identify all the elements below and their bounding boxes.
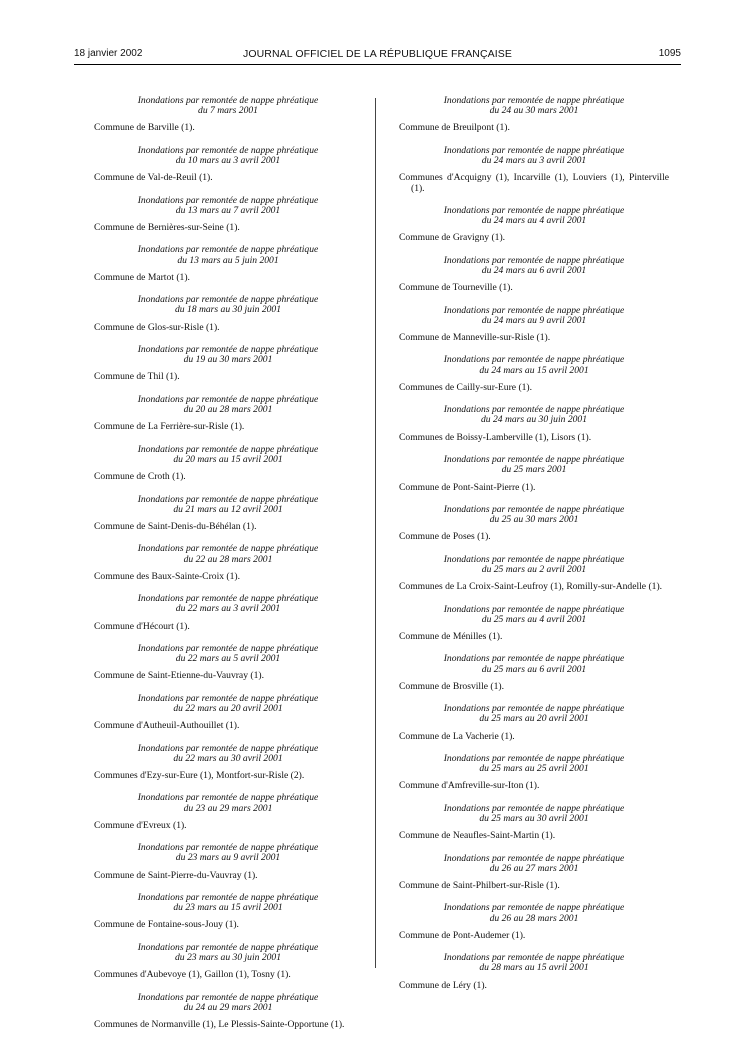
condition-text [399, 903, 669, 923]
condition-line-2: du 7 mars 2001 [198, 105, 258, 117]
decree-entry [399, 654, 669, 692]
condition-line-1: Inondations par remontée de nappe phréatique [137, 393, 319, 405]
condition-text [94, 295, 362, 315]
decree-entry [94, 196, 362, 234]
condition-text [94, 893, 362, 913]
commune-list: Commune de Brosville (1). [399, 680, 504, 692]
condition-text [94, 843, 362, 863]
condition-text [94, 395, 362, 415]
condition-text [399, 953, 669, 973]
condition-line-1: Inondations par remontée de nappe phréatique [137, 144, 319, 156]
commune-list: Communes d'Acquigny (1), Incarville (1), Louviers (1), Pinterville (1). [399, 172, 669, 194]
condition-text [94, 594, 362, 614]
commune-list: Commune de Léry (1). [399, 979, 487, 991]
condition-text [399, 654, 669, 674]
condition-line-1: Inondations par remontée de nappe phréatique [137, 742, 319, 754]
condition-text [399, 555, 669, 575]
decree-entry [399, 206, 669, 244]
condition-line-1: Inondations par remontée de nappe phréatique [137, 892, 319, 903]
commune-list: Commune de Neaufles-Saint-Martin (1). [399, 830, 556, 842]
condition-line-1: Inondations par remontée de nappe phréatique [137, 692, 319, 704]
condition-line-1: Inondations par remontée de nappe phréatique [137, 294, 319, 306]
condition-line-1: Inondations par remontée de nappe phréatique [137, 792, 319, 804]
condition-text [94, 345, 362, 365]
decree-entry [94, 295, 362, 333]
condition-line-1: Inondations par remontée de nappe phréatique [443, 205, 625, 217]
decree-entry [94, 793, 362, 831]
condition-line-1: Inondations par remontée de nappe phréatique [137, 244, 319, 256]
condition-text [94, 793, 362, 813]
condition-line-2: du 24 au 29 mars 2001 [183, 1001, 273, 1013]
left-column [94, 96, 362, 1042]
condition-text [399, 854, 669, 874]
decree-entry [94, 694, 362, 732]
condition-text [399, 206, 669, 226]
condition-line-2: du 24 au 30 mars 2001 [489, 105, 579, 117]
commune-list: Commune de Ménilles (1). [399, 630, 503, 642]
commune-list: Commune d'Hécourt (1). [94, 620, 190, 632]
condition-text [94, 245, 362, 265]
condition-text [399, 754, 669, 774]
condition-line-1: Inondations par remontée de nappe phréatique [443, 354, 625, 366]
condition-line-1: Inondations par remontée de nappe phréatique [443, 503, 625, 515]
condition-line-1: Inondations par remontée de nappe phréatique [137, 443, 319, 455]
decree-entry [399, 804, 669, 842]
commune-list: Commune de Gravigny (1). [399, 232, 506, 244]
commune-list: Commune de Saint-Philbert-sur-Risle (1). [399, 880, 560, 891]
condition-line-1: Inondations par remontée de nappe phréatique [443, 404, 625, 416]
decree-entry [399, 953, 669, 991]
condition-line-2: du 25 mars au 30 avril 2001 [479, 812, 589, 824]
decree-entry [94, 495, 362, 533]
decree-entry [399, 505, 669, 543]
commune-list: Communes de Cailly-sur-Eure (1). [399, 381, 533, 393]
condition-line-1: Inondations par remontée de nappe phréatique [443, 254, 625, 266]
condition-line-2: du 22 mars au 20 avril 2001 [173, 702, 283, 714]
commune-list: Commune des Baux-Sainte-Croix (1). [94, 570, 241, 582]
condition-text [399, 804, 669, 824]
commune-list: Commune de Glos-sur-Risle (1). [94, 321, 220, 333]
condition-line-1: Inondations par remontée de nappe phréatique [137, 593, 319, 605]
commune-list: Commune de Val-de-Reuil (1). [94, 172, 213, 184]
commune-list: Commune de Croth (1). [94, 471, 186, 483]
commune-list: Commune de Tourneville (1). [399, 282, 513, 294]
condition-text [399, 704, 669, 724]
condition-line-2: du 24 mars au 4 avril 2001 [481, 215, 587, 227]
commune-list: Commune de Fontaine-sous-Jouy (1). [94, 919, 239, 931]
commune-list: Commune de Poses (1). [399, 531, 491, 543]
condition-line-1: Inondations par remontée de nappe phréatique [137, 344, 319, 356]
condition-text [94, 644, 362, 664]
decree-entry [94, 843, 362, 881]
condition-line-1: Inondations par remontée de nappe phréatique [137, 95, 319, 106]
commune-list: Commune de La Vacherie (1). [399, 730, 515, 742]
condition-text [399, 455, 669, 475]
decree-entry [94, 943, 362, 981]
condition-line-2: du 24 mars au 3 avril 2001 [481, 155, 587, 167]
decree-entry [399, 854, 669, 892]
condition-text [94, 445, 362, 465]
commune-list: Communes de Normanville (1), Le Plessis-Sainte-Opportune (1). [94, 1019, 345, 1031]
commune-list: Commune de Barville (1). [94, 122, 195, 134]
commune-list: Commune de La Ferrière-sur-Risle (1). [94, 421, 245, 433]
condition-line-2: du 24 mars au 9 avril 2001 [481, 314, 587, 326]
condition-line-2: du 24 mars au 30 juin 2001 [480, 414, 588, 426]
condition-line-2: du 13 mars au 5 juin 2001 [177, 254, 279, 266]
condition-line-2: du 23 au 29 mars 2001 [183, 802, 273, 814]
condition-text [94, 196, 362, 216]
decree-entry [94, 245, 362, 283]
commune-list: Commune de Saint-Etienne-du-Vauvray (1). [94, 670, 264, 682]
condition-line-2: du 22 mars au 30 avril 2001 [173, 752, 283, 764]
commune-list: Commune de Bernières-sur-Seine (1). [94, 222, 240, 234]
condition-text [399, 96, 669, 116]
decree-entry [399, 96, 669, 134]
commune-list: Commune de Saint-Pierre-du-Vauvray (1). [94, 869, 258, 881]
decree-entry [94, 993, 362, 1031]
condition-line-1: Inondations par remontée de nappe phréatique [137, 941, 319, 953]
condition-line-1: Inondations par remontée de nappe phréatique [443, 902, 625, 914]
condition-text [399, 355, 669, 375]
commune-list: Commune de Manneville-sur-Risle (1). [399, 332, 551, 344]
condition-line-2: du 22 mars au 3 avril 2001 [175, 603, 281, 615]
condition-text [94, 495, 362, 515]
header-date: 18 janvier 2002 [74, 48, 143, 59]
condition-text [94, 96, 362, 116]
condition-text [399, 505, 669, 525]
column-divider [375, 98, 376, 968]
condition-line-2: du 25 mars au 25 avril 2001 [479, 763, 589, 775]
condition-text [94, 694, 362, 714]
condition-text [399, 256, 669, 276]
decree-entry [94, 345, 362, 383]
condition-line-1: Inondations par remontée de nappe phréatique [137, 194, 319, 206]
decree-entry [399, 704, 669, 742]
commune-list: Commune de Thil (1). [94, 371, 180, 383]
condition-line-1: Inondations par remontée de nappe phréatique [443, 553, 625, 565]
commune-list: Commune de Pont-Audemer (1). [399, 929, 526, 941]
condition-text [94, 744, 362, 764]
condition-line-1: Inondations par remontée de nappe phréatique [443, 852, 625, 864]
condition-line-2: du 24 mars au 15 avril 2001 [479, 364, 589, 376]
commune-list: Commune de Saint-Denis-du-Béhélan (1). [94, 520, 257, 532]
condition-text [399, 146, 669, 166]
condition-line-1: Inondations par remontée de nappe phréatique [443, 144, 625, 156]
condition-line-2: du 22 mars au 5 avril 2001 [175, 653, 281, 665]
commune-list: Commune d'Evreux (1). [94, 819, 187, 831]
condition-line-2: du 25 mars au 2 avril 2001 [481, 563, 587, 575]
condition-line-1: Inondations par remontée de nappe phréatique [443, 703, 625, 715]
condition-line-1: Inondations par remontée de nappe phréatique [137, 991, 319, 1003]
decree-entry [399, 146, 669, 194]
commune-list: Commune de Pont-Saint-Pierre (1). [399, 481, 536, 493]
condition-line-2: du 20 mars au 15 avril 2001 [173, 453, 283, 465]
condition-line-1: Inondations par remontée de nappe phréatique [443, 304, 625, 316]
decree-entry [399, 256, 669, 294]
header-page-number: 1095 [658, 48, 681, 59]
condition-line-1: Inondations par remontée de nappe phréatique [443, 454, 625, 466]
decree-entry [94, 445, 362, 483]
commune-list: Communes d'Ezy-sur-Eure (1), Montfort-sur-Risle (2). [94, 769, 305, 781]
commune-list: Commune de Breuilpont (1). [399, 122, 510, 134]
decree-entry [94, 893, 362, 931]
condition-line-2: du 26 au 27 mars 2001 [489, 862, 579, 874]
condition-line-2: du 24 mars au 6 avril 2001 [481, 265, 587, 277]
condition-text [399, 605, 669, 625]
condition-line-2: du 20 au 28 mars 2001 [183, 404, 273, 416]
condition-line-2: du 22 au 28 mars 2001 [183, 553, 273, 565]
condition-text [94, 943, 362, 963]
commune-list: Communes d'Aubevoye (1), Gaillon (1), Tosny (1). [94, 969, 291, 981]
decree-entry [94, 96, 362, 134]
decree-entry [94, 594, 362, 632]
condition-line-2: du 26 au 28 mars 2001 [489, 912, 579, 924]
condition-text [399, 306, 669, 326]
condition-line-2: du 13 mars au 7 avril 2001 [175, 204, 281, 216]
decree-entry [94, 146, 362, 184]
condition-line-1: Inondations par remontée de nappe phréatique [137, 642, 319, 654]
decree-entry [399, 306, 669, 344]
condition-line-1: Inondations par remontée de nappe phréatique [443, 95, 625, 106]
header-title: JOURNAL OFFICIEL DE LA RÉPUBLIQUE FRANÇAISE [243, 48, 512, 60]
right-column [399, 96, 669, 1003]
condition-line-1: Inondations par remontée de nappe phréatique [137, 842, 319, 854]
decree-entry [399, 903, 669, 941]
condition-line-2: du 25 mars au 6 avril 2001 [481, 663, 587, 675]
commune-list: Commune d'Amfreville-sur-Iton (1). [399, 780, 540, 792]
decree-entry [399, 405, 669, 443]
condition-line-2: du 25 au 30 mars 2001 [489, 514, 579, 526]
commune-list: Communes de Boissy-Lamberville (1), Lisors (1). [399, 431, 592, 443]
commune-list: Commune de Martot (1). [94, 271, 190, 283]
condition-line-2: du 10 mars au 3 avril 2001 [175, 155, 281, 167]
header-rule [74, 64, 681, 65]
decree-entry [399, 555, 669, 593]
decree-entry [94, 544, 362, 582]
condition-line-1: Inondations par remontée de nappe phréatique [443, 802, 625, 814]
decree-entry [399, 605, 669, 643]
commune-list: Commune d'Autheuil-Authouillet (1). [94, 720, 240, 732]
condition-text [399, 405, 669, 425]
condition-text [94, 544, 362, 564]
condition-text [94, 993, 362, 1013]
condition-line-1: Inondations par remontée de nappe phréatique [443, 752, 625, 764]
condition-line-2: du 23 mars au 30 juin 2001 [174, 952, 282, 964]
condition-line-2: du 18 mars au 30 juin 2001 [174, 304, 282, 316]
decree-entry [399, 455, 669, 493]
condition-line-2: du 28 mars au 15 avril 2001 [479, 962, 589, 974]
condition-line-2: du 21 mars au 12 avril 2001 [173, 503, 283, 515]
condition-line-2: du 25 mars au 4 avril 2001 [481, 613, 587, 625]
condition-line-1: Inondations par remontée de nappe phréatique [443, 952, 625, 964]
decree-entry [399, 754, 669, 792]
decree-entry [399, 355, 669, 393]
decree-entry [94, 744, 362, 782]
condition-line-1: Inondations par remontée de nappe phréatique [443, 653, 625, 665]
commune-list: Communes de La Croix-Saint-Leufroy (1), Romilly-sur-Andelle (1). [399, 581, 663, 593]
decree-entry [94, 644, 362, 682]
condition-line-1: Inondations par remontée de nappe phréatique [137, 493, 319, 505]
decree-entry [94, 395, 362, 433]
condition-line-2: du 25 mars 2001 [501, 464, 567, 476]
condition-line-2: du 23 mars au 15 avril 2001 [173, 902, 283, 914]
condition-line-1: Inondations par remontée de nappe phréatique [137, 543, 319, 555]
condition-line-2: du 25 mars au 20 avril 2001 [479, 713, 589, 725]
condition-line-2: du 19 au 30 mars 2001 [183, 354, 273, 366]
condition-line-2: du 23 mars au 9 avril 2001 [175, 852, 281, 864]
condition-text [94, 146, 362, 166]
condition-line-1: Inondations par remontée de nappe phréatique [443, 603, 625, 615]
